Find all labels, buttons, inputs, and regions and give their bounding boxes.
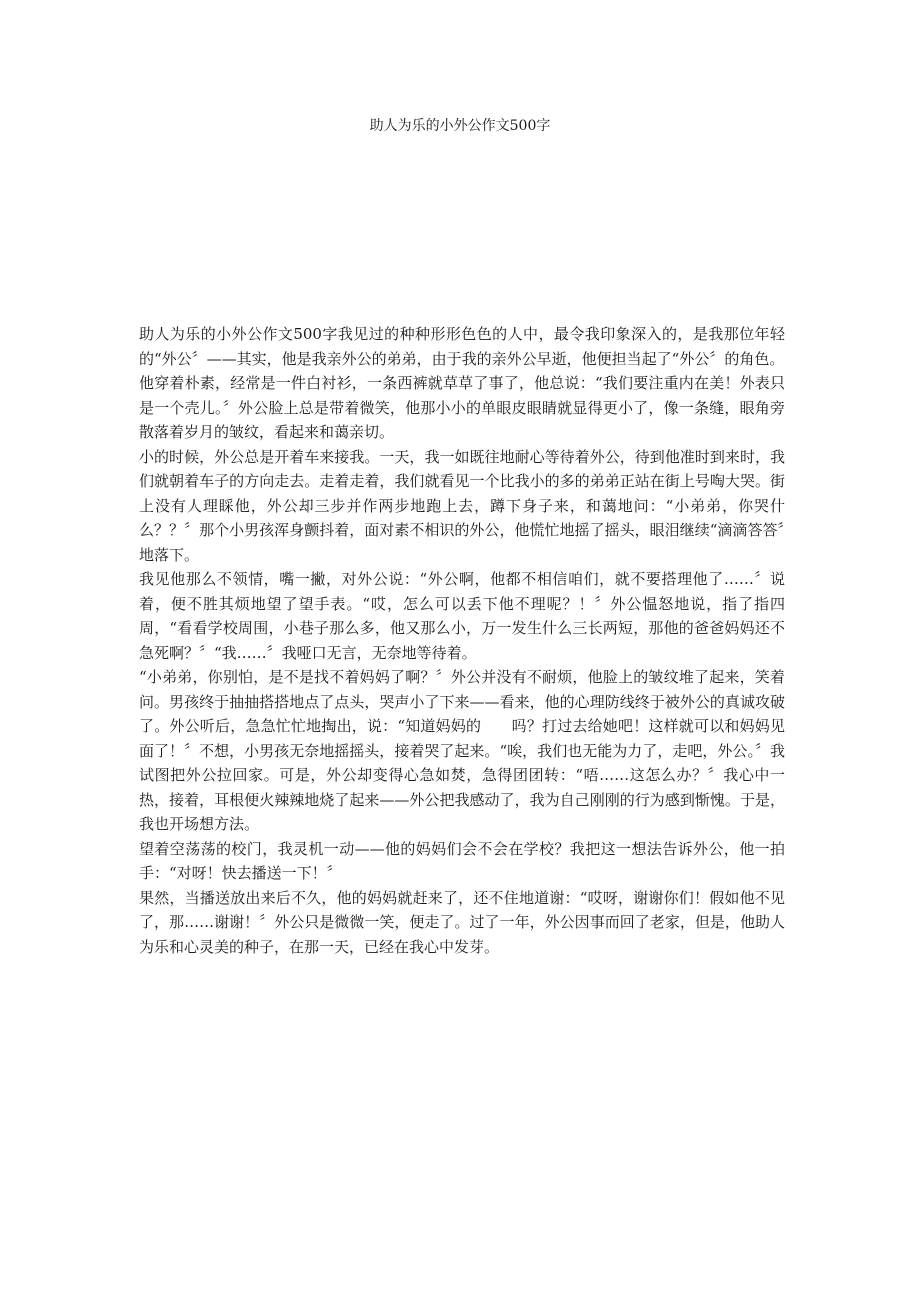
- paragraph-2: 他穿着朴素，经常是一件白衬衫，一条西裤就草草了事了，他总说：“我们要注重内在美！外表只是一个壳儿。〞外公脸上总是带着微笑，他那小小的单眼皮眼睛就显得更小了，像一条缝，眼角旁散落着岁月的皱纹，看起来和蔼亲切。: [139, 374, 785, 441]
- paragraph-7: 果然，当播送放出来后不久，他的妈妈就赶来了，还不住地道谢：“哎呀，谢谢你们！假如他不见了，那……谢谢！〞外公只是微微一笑，便走了。过了一年，外公因事而回了老家，但是，他助人为乐和心灵美的种子，在那一天，已经在我心中发芽。: [139, 888, 785, 956]
- paragraph-6: 望着空荡荡的校门，我灵机一动——他的妈妈们会不会在学校？我把这一想法告诉外公，他一拍手：“对呀！快去播送一下！〞: [139, 839, 785, 882]
- paragraph-1: 助人为乐的小外公作文500字我见过的种种形形色色的人中，最令我印象深入的，是我那位年轻的“外公〞——其实，他是我亲外公的弟弟，由于我的亲外公早逝，他便担当起了“外公〞的角色。: [139, 325, 785, 368]
- document-title: 助人为乐的小外公作文500字: [369, 118, 551, 134]
- paragraph-4: 我见他那么不领情，嘴一撇，对外公说：“外公啊，他都不相信咱们，就不要搭理他了……〞说着，便不胜其烦地望了望手表。“哎，怎么可以丢下他不理呢？！〞外公愠怒地说，指了指四周，“看看学校周围，小巷子那么多，他又那么小，万一发生什么三长两短，那他的爸爸妈妈还不急死啊？〞“我……〞我哑口无言，无奈地等待着。: [139, 570, 785, 662]
- paragraph-3: 小的时候，外公总是开着车来接我。一天，我一如既往地耐心等待着外公，待到他准时到来时，我们就朝着车子的方向走去。走着走着，我们就看见一个比我小的多的弟弟正站在街上号啕大哭。街上没有人理睬他，外公却三步并作两步地跑上去，蹲下身子来，和蔼地问：“小弟弟，你哭什么？？〞那个小男孩浑身颤抖着，面对素不相识的外公，他慌忙地摇了摇头，眼泪继续“滴滴答答〞地落下。: [139, 447, 785, 564]
- document-body: [139, 322, 785, 959]
- paragraph-5: “小弟弟，你别怕，是不是找不着妈妈了啊？〞外公并没有不耐烦，他脸上的皱纹堆了起来，笑着问。男孩终于抽抽搭搭地点了点头，哭声小了下来——看来，他的心理防线终于被外公的真诚攻破了。外公听后，急急忙忙地掏出，说：“知道妈妈的 吗？打过去给她吧！这样就可以和妈妈见面了！〞不想，小男孩无奈地摇摇头，接着哭了起来。“唉，我们也无能为力了，走吧，外公。〞我试图把外公拉回家。可是，外公却变得心急如焚，急得团团转：“唔……这怎么办？〞我心中一热，接着，耳根便火辣辣地烧了起来——外公把我感动了，我为自己刚刚的行为感到惭愧。于是，我也开场想方法。: [139, 668, 785, 833]
